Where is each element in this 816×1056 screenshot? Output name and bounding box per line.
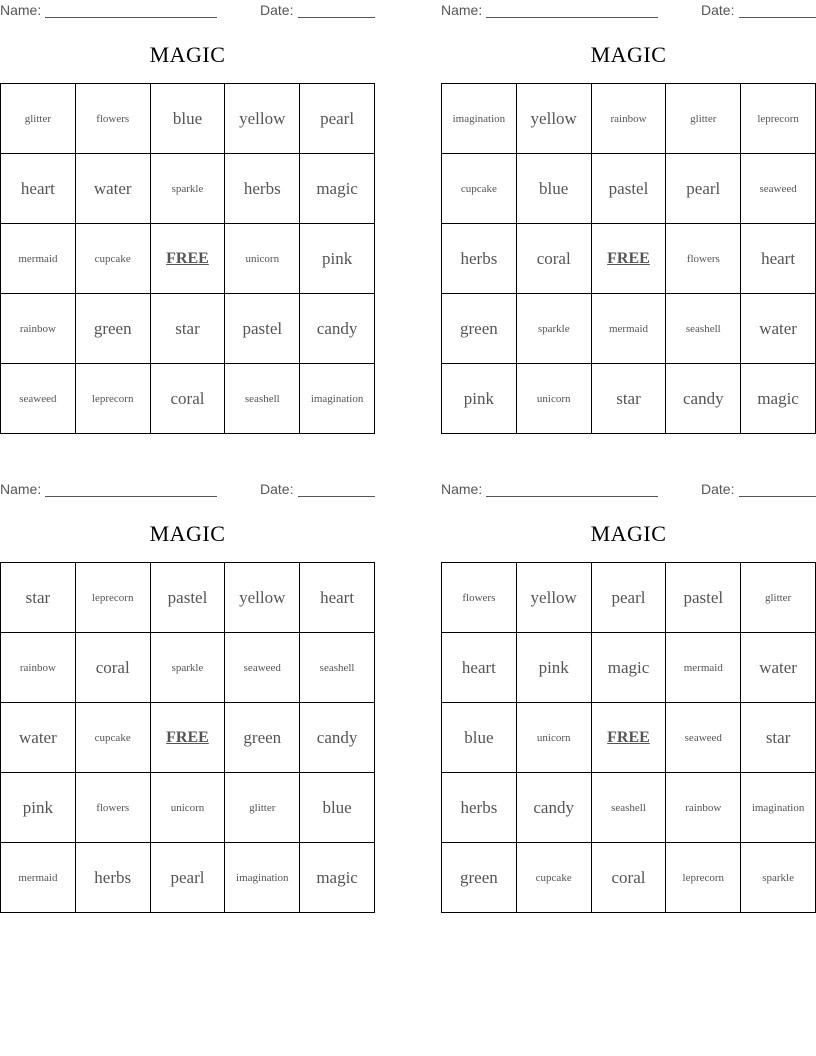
bingo-cell: flowers bbox=[76, 84, 151, 154]
date-field-line bbox=[298, 496, 375, 497]
card-title: MAGIC bbox=[590, 521, 667, 546]
bingo-cell: herbs bbox=[442, 773, 517, 843]
bingo-cell: flowers bbox=[666, 224, 741, 294]
bingo-cell: blue bbox=[517, 154, 592, 224]
bingo-cell: water bbox=[741, 633, 816, 703]
bingo-cell: glitter bbox=[666, 84, 741, 154]
bingo-cell: glitter bbox=[225, 773, 300, 843]
bingo-cell: heart bbox=[741, 224, 816, 294]
bingo-cell: seashell bbox=[225, 364, 300, 434]
name-field-line bbox=[486, 496, 658, 497]
bingo-cell: leprecorn bbox=[741, 84, 816, 154]
bingo-cell: imagination bbox=[300, 364, 375, 434]
bingo-cell: pastel bbox=[151, 563, 226, 633]
bingo-cell: seashell bbox=[300, 633, 375, 703]
name-field-line bbox=[45, 17, 217, 18]
bingo-cell: star bbox=[151, 294, 226, 364]
bingo-cell: mermaid bbox=[666, 633, 741, 703]
date-label: Date: bbox=[701, 2, 735, 18]
bingo-cell: magic bbox=[300, 843, 375, 913]
date-label: Date: bbox=[260, 2, 294, 18]
bingo-cell: candy bbox=[517, 773, 592, 843]
bingo-cell: coral bbox=[517, 224, 592, 294]
bingo-cell: yellow bbox=[517, 563, 592, 633]
bingo-grid bbox=[441, 562, 816, 913]
bingo-cell: water bbox=[1, 703, 76, 773]
bingo-cell: blue bbox=[151, 84, 226, 154]
bingo-cell: heart bbox=[1, 154, 76, 224]
bingo-cell: imagination bbox=[225, 843, 300, 913]
bingo-cell: candy bbox=[300, 703, 375, 773]
bingo-cell: green bbox=[442, 843, 517, 913]
bingo-cell: seaweed bbox=[666, 703, 741, 773]
bingo-cell: pearl bbox=[300, 84, 375, 154]
bingo-cell: rainbow bbox=[666, 773, 741, 843]
bingo-cell: pink bbox=[1, 773, 76, 843]
bingo-cell: herbs bbox=[442, 224, 517, 294]
bingo-cell: candy bbox=[666, 364, 741, 434]
bingo-cell: magic bbox=[741, 364, 816, 434]
card-title: MAGIC bbox=[149, 42, 226, 67]
date-field-line bbox=[739, 17, 816, 18]
bingo-cell: water bbox=[741, 294, 816, 364]
card-header bbox=[0, 2, 375, 20]
name-label: Name: bbox=[0, 2, 42, 18]
card-header bbox=[0, 481, 375, 499]
bingo-cell: yellow bbox=[225, 84, 300, 154]
bingo-cell: flowers bbox=[76, 773, 151, 843]
bingo-cell: unicorn bbox=[517, 703, 592, 773]
bingo-cell: sparkle bbox=[151, 633, 226, 703]
date-field-line bbox=[298, 17, 375, 18]
bingo-cell: star bbox=[592, 364, 667, 434]
bingo-cell: leprecorn bbox=[666, 843, 741, 913]
bingo-cell: herbs bbox=[76, 843, 151, 913]
name-label: Name: bbox=[0, 481, 42, 497]
bingo-cell: candy bbox=[300, 294, 375, 364]
bingo-cell: coral bbox=[76, 633, 151, 703]
bingo-cell: sparkle bbox=[741, 843, 816, 913]
card-header bbox=[441, 481, 816, 499]
bingo-cell: mermaid bbox=[592, 294, 667, 364]
bingo-cell: green bbox=[225, 703, 300, 773]
bingo-cell: star bbox=[1, 563, 76, 633]
bingo-cell: unicorn bbox=[151, 773, 226, 843]
free-space-cell: FREE bbox=[592, 224, 667, 294]
bingo-cell: imagination bbox=[442, 84, 517, 154]
bingo-cell: imagination bbox=[741, 773, 816, 843]
bingo-cell: leprecorn bbox=[76, 563, 151, 633]
bingo-cell: pastel bbox=[225, 294, 300, 364]
bingo-cell: cupcake bbox=[76, 224, 151, 294]
bingo-cell: seaweed bbox=[225, 633, 300, 703]
bingo-cell: yellow bbox=[225, 563, 300, 633]
bingo-grid bbox=[441, 83, 816, 434]
card-header bbox=[441, 2, 816, 20]
bingo-cell: water bbox=[76, 154, 151, 224]
bingo-cell: star bbox=[741, 703, 816, 773]
bingo-cell: sparkle bbox=[517, 294, 592, 364]
bingo-cell: unicorn bbox=[517, 364, 592, 434]
bingo-cell: heart bbox=[300, 563, 375, 633]
bingo-cell: unicorn bbox=[225, 224, 300, 294]
card-title: MAGIC bbox=[149, 521, 226, 546]
bingo-cell: seaweed bbox=[741, 154, 816, 224]
bingo-cell: glitter bbox=[741, 563, 816, 633]
bingo-cell: magic bbox=[592, 633, 667, 703]
bingo-cell: flowers bbox=[442, 563, 517, 633]
bingo-cell: pastel bbox=[666, 563, 741, 633]
bingo-cell: rainbow bbox=[1, 633, 76, 703]
date-field-line bbox=[739, 496, 816, 497]
free-space-cell: FREE bbox=[151, 224, 226, 294]
bingo-cell: seashell bbox=[666, 294, 741, 364]
bingo-cell: pearl bbox=[592, 563, 667, 633]
bingo-cell: green bbox=[442, 294, 517, 364]
bingo-cell: cupcake bbox=[76, 703, 151, 773]
bingo-cell: herbs bbox=[225, 154, 300, 224]
bingo-cell: pearl bbox=[666, 154, 741, 224]
bingo-grid bbox=[0, 83, 375, 434]
bingo-cell: rainbow bbox=[592, 84, 667, 154]
name-field-line bbox=[45, 496, 217, 497]
bingo-cell: yellow bbox=[517, 84, 592, 154]
date-label: Date: bbox=[701, 481, 735, 497]
name-field-line bbox=[486, 17, 658, 18]
bingo-cell: seashell bbox=[592, 773, 667, 843]
bingo-cell: coral bbox=[592, 843, 667, 913]
bingo-cell: pink bbox=[442, 364, 517, 434]
bingo-cell: leprecorn bbox=[76, 364, 151, 434]
bingo-cell: seaweed bbox=[1, 364, 76, 434]
bingo-cell: green bbox=[76, 294, 151, 364]
bingo-cell: cupcake bbox=[442, 154, 517, 224]
bingo-cell: sparkle bbox=[151, 154, 226, 224]
name-label: Name: bbox=[441, 2, 483, 18]
bingo-cell: pink bbox=[517, 633, 592, 703]
bingo-cell: pastel bbox=[592, 154, 667, 224]
card-title: MAGIC bbox=[590, 42, 667, 67]
bingo-cell: coral bbox=[151, 364, 226, 434]
bingo-cell: heart bbox=[442, 633, 517, 703]
date-label: Date: bbox=[260, 481, 294, 497]
bingo-cell: pink bbox=[300, 224, 375, 294]
bingo-cell: pearl bbox=[151, 843, 226, 913]
free-space-cell: FREE bbox=[151, 703, 226, 773]
bingo-cell: magic bbox=[300, 154, 375, 224]
bingo-cell: blue bbox=[300, 773, 375, 843]
bingo-cell: rainbow bbox=[1, 294, 76, 364]
bingo-cell: mermaid bbox=[1, 843, 76, 913]
bingo-cell: blue bbox=[442, 703, 517, 773]
bingo-grid bbox=[0, 562, 375, 913]
bingo-cell: cupcake bbox=[517, 843, 592, 913]
name-label: Name: bbox=[441, 481, 483, 497]
free-space-cell: FREE bbox=[592, 703, 667, 773]
bingo-cell: glitter bbox=[1, 84, 76, 154]
bingo-cell: mermaid bbox=[1, 224, 76, 294]
